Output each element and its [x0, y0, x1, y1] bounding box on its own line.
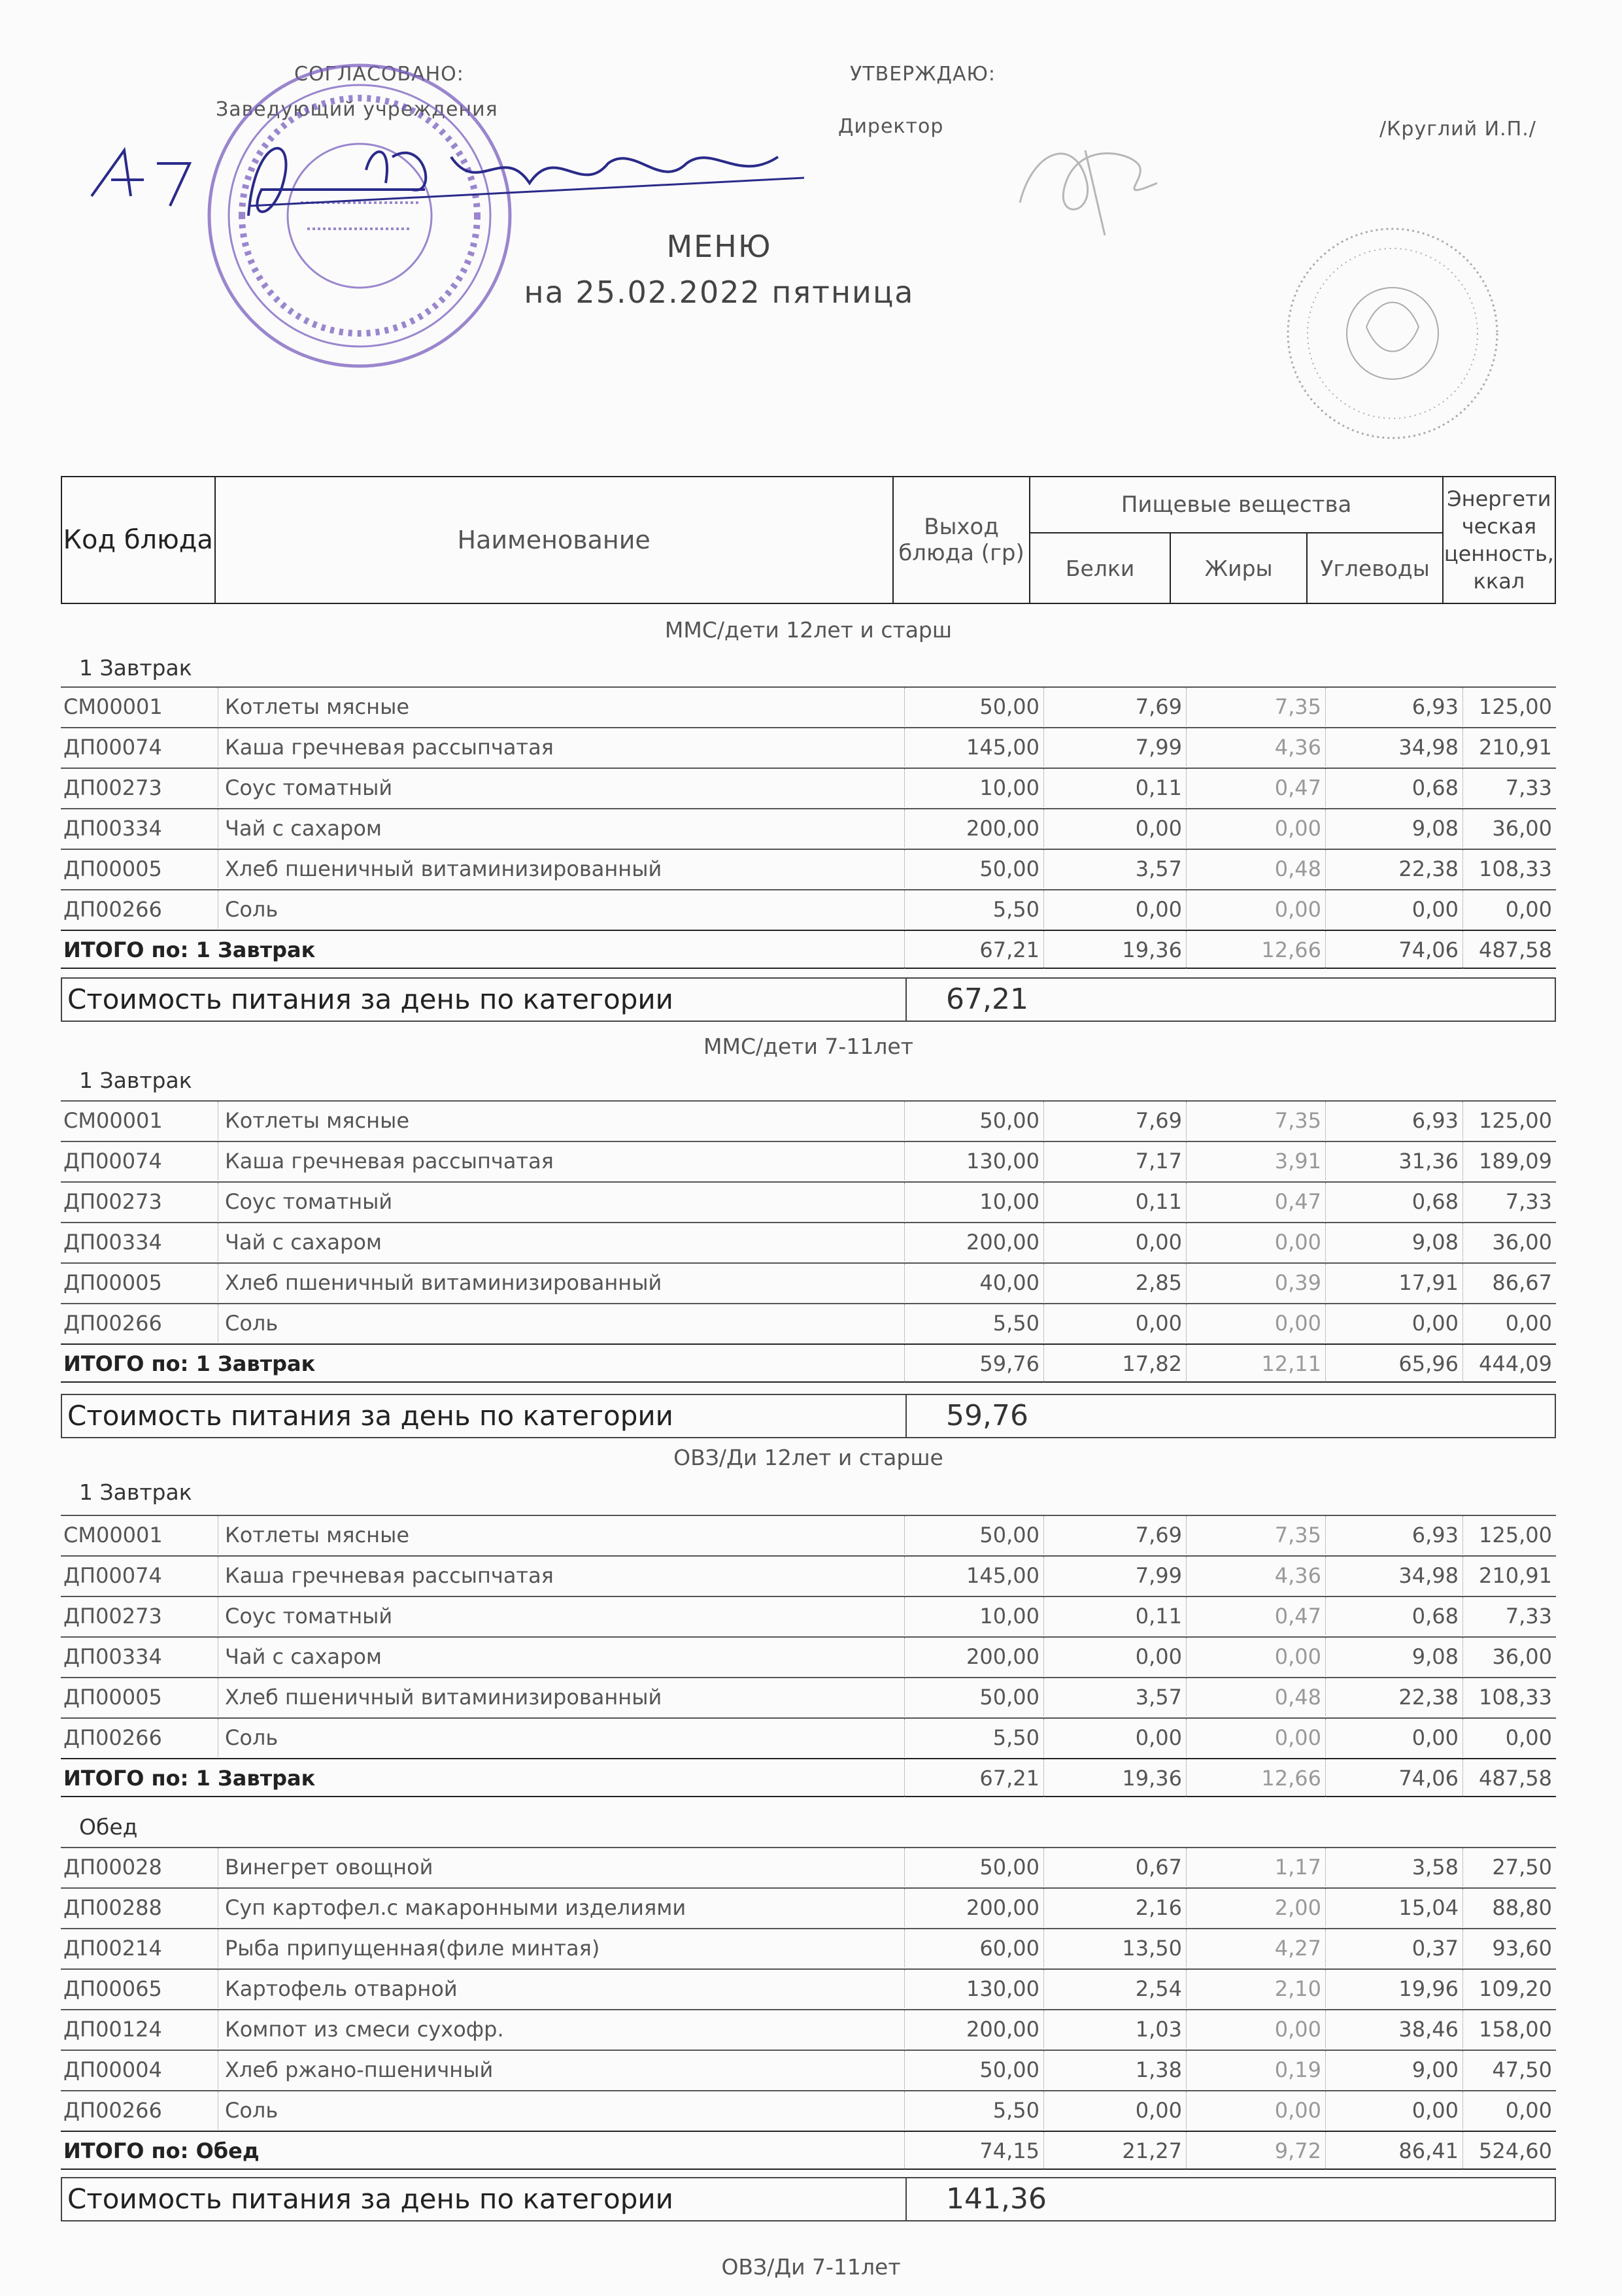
- table-row: [61, 727, 1556, 766]
- dish-energy: 88,80: [1462, 1889, 1556, 1927]
- dish-yield: 200,00: [904, 1638, 1043, 1676]
- cost-value: 141,36: [905, 2178, 1047, 2220]
- dish-name: Каша гречневая рассыпчатая: [218, 728, 904, 766]
- table-row: [61, 1303, 1556, 1342]
- dish-carbs: 34,98: [1325, 728, 1462, 766]
- dish-yield: 5,50: [904, 2091, 1043, 2129]
- dish-energy: 0,00: [1462, 2091, 1556, 2129]
- dish-carbs: 31,36: [1325, 1142, 1462, 1180]
- dish-fat: 0,00: [1186, 1638, 1325, 1676]
- dish-fat: 0,00: [1186, 2091, 1325, 2129]
- dish-carbs: 0,00: [1325, 890, 1462, 928]
- dish-carbs: 0,37: [1325, 1929, 1462, 1967]
- header-nutrients: Пищевые вещества: [1030, 477, 1442, 533]
- agreed-role: Заведующий учреждения: [216, 98, 498, 121]
- dish-protein: 2,54: [1043, 1970, 1186, 2008]
- dish-carbs: 3,58: [1325, 1848, 1462, 1886]
- dish-yield: 50,00: [904, 1848, 1043, 1886]
- total-carbs: 65,96: [1325, 1345, 1462, 1383]
- table-row: [61, 1636, 1556, 1676]
- cost-row: [61, 2177, 1556, 2221]
- dish-fat: 4,36: [1186, 1557, 1325, 1595]
- dish-name: Соль: [218, 890, 904, 928]
- dish-yield: 200,00: [904, 2010, 1043, 2048]
- total-fat: 12,66: [1186, 931, 1325, 969]
- dish-yield: 60,00: [904, 1929, 1043, 1967]
- meal-title: 1 Завтрак: [79, 655, 192, 681]
- dish-carbs: 0,00: [1325, 2091, 1462, 2129]
- dish-carbs: 34,98: [1325, 1557, 1462, 1595]
- table-row: [61, 889, 1556, 928]
- table-header: [61, 476, 1556, 604]
- table-row: [61, 1928, 1556, 1967]
- dish-yield: 200,00: [904, 809, 1043, 847]
- dish-yield: 50,00: [904, 688, 1043, 726]
- cost-label: Стоимость питания за день по категории: [67, 2183, 673, 2215]
- dish-yield: 50,00: [904, 2051, 1043, 2089]
- dish-protein: 0,00: [1043, 1304, 1186, 1342]
- total-yield: 74,15: [904, 2132, 1043, 2170]
- dish-protein: 0,00: [1043, 809, 1186, 847]
- dish-code: ДП00004: [63, 2057, 162, 2082]
- group-section: [61, 1023, 1556, 1455]
- meal-title: Обед: [79, 1814, 138, 1840]
- dish-name: Картофель отварной: [218, 1970, 904, 2008]
- dish-fat: 0,00: [1186, 1719, 1325, 1757]
- total-label: ИТОГО по: Обед: [63, 2138, 260, 2163]
- dish-protein: 0,11: [1043, 769, 1186, 807]
- dish-energy: 7,33: [1462, 1597, 1556, 1635]
- dish-yield: 145,00: [904, 728, 1043, 766]
- total-carbs: 74,06: [1325, 1759, 1462, 1797]
- dish-code: ДП00005: [63, 856, 162, 881]
- dish-yield: 200,00: [904, 1889, 1043, 1927]
- footer-title: ОВЗ/Ди 7-11лет: [721, 2254, 901, 2280]
- dish-code: ДП00005: [63, 1270, 162, 1295]
- dish-code: ДП00214: [63, 1936, 162, 1961]
- cost-label: Стоимость питания за день по категории: [67, 983, 673, 1015]
- dish-carbs: 6,93: [1325, 688, 1462, 726]
- dish-name: Чай с сахаром: [218, 1223, 904, 1261]
- table-row: [61, 1100, 1556, 1140]
- dish-energy: 158,00: [1462, 2010, 1556, 2048]
- dish-fat: 2,00: [1186, 1889, 1325, 1927]
- dish-name: Соль: [218, 1719, 904, 1757]
- dish-name: Соль: [218, 2091, 904, 2129]
- dish-code: СМ00001: [63, 1108, 163, 1133]
- cost-row: [61, 1394, 1556, 1438]
- dish-name: Каша гречневая рассыпчатая: [218, 1142, 904, 1180]
- header-protein: Белки: [1030, 533, 1170, 603]
- total-yield: 59,76: [904, 1345, 1043, 1383]
- table-row: [61, 1222, 1556, 1261]
- total-energy: 487,58: [1462, 931, 1556, 969]
- dish-carbs: 22,38: [1325, 1678, 1462, 1716]
- director-name: /Круглий И.П./: [1379, 118, 1536, 141]
- dish-code: ДП00334: [63, 1230, 162, 1255]
- approve-role: Директор: [838, 115, 944, 138]
- dish-fat: 1,17: [1186, 1848, 1325, 1886]
- page-title: МЕНЮ: [666, 229, 772, 264]
- dish-carbs: 9,08: [1325, 1223, 1462, 1261]
- dish-energy: 109,20: [1462, 1970, 1556, 2008]
- dish-yield: 145,00: [904, 1557, 1043, 1595]
- dish-protein: 0,11: [1043, 1597, 1186, 1635]
- total-row: [61, 2131, 1556, 2170]
- dish-fat: 0,19: [1186, 2051, 1325, 2089]
- total-fat: 12,11: [1186, 1345, 1325, 1383]
- dish-carbs: 17,91: [1325, 1264, 1462, 1302]
- dish-protein: 0,00: [1043, 2091, 1186, 2129]
- dish-carbs: 6,93: [1325, 1102, 1462, 1140]
- total-energy: 524,60: [1462, 2132, 1556, 2170]
- header-carbs: Углеводы: [1307, 533, 1442, 603]
- dish-code: ДП00074: [63, 735, 162, 760]
- total-protein: 19,36: [1043, 931, 1186, 969]
- dish-energy: 108,33: [1462, 1678, 1556, 1716]
- dish-fat: 0,48: [1186, 1678, 1325, 1716]
- dish-name: Хлеб ржано-пшеничный: [218, 2051, 904, 2089]
- table-row: [61, 2090, 1556, 2129]
- table-row: [61, 1555, 1556, 1595]
- dish-fat: 7,35: [1186, 1102, 1325, 1140]
- dish-code: ДП00266: [63, 1725, 162, 1750]
- dish-fat: 0,00: [1186, 2010, 1325, 2048]
- header-name: Наименование: [215, 477, 893, 603]
- total-row: [61, 1758, 1556, 1797]
- dish-protein: 3,57: [1043, 1678, 1186, 1716]
- dish-energy: 93,60: [1462, 1929, 1556, 1967]
- cost-label: Стоимость питания за день по категории: [67, 1400, 673, 1432]
- dish-yield: 5,50: [904, 890, 1043, 928]
- dish-fat: 0,00: [1186, 890, 1325, 928]
- dish-code: ДП00028: [63, 1855, 162, 1880]
- cost-value: 67,21: [905, 979, 1028, 1021]
- dish-yield: 50,00: [904, 1678, 1043, 1716]
- agreed-label: СОГЛАСОВАНО:: [294, 63, 464, 86]
- header-fat: Жиры: [1170, 533, 1308, 603]
- meal-title: 1 Завтрак: [79, 1479, 192, 1505]
- dish-carbs: 9,08: [1325, 1638, 1462, 1676]
- dish-protein: 7,69: [1043, 1516, 1186, 1554]
- dish-yield: 40,00: [904, 1264, 1043, 1302]
- dish-code: ДП00266: [63, 1311, 162, 1336]
- table-row: [61, 849, 1556, 888]
- dish-energy: 47,50: [1462, 2051, 1556, 2089]
- dish-code: ДП00074: [63, 1149, 162, 1173]
- dish-code: СМ00001: [63, 1523, 163, 1547]
- dish-yield: 200,00: [904, 1223, 1043, 1261]
- table-row: [61, 1515, 1556, 1554]
- dish-code: ДП00288: [63, 1895, 162, 1920]
- approve-label: УТВЕРЖДАЮ:: [850, 63, 996, 86]
- dish-protein: 2,16: [1043, 1889, 1186, 1927]
- dish-protein: 0,00: [1043, 890, 1186, 928]
- dish-name: Винегрет овощной: [218, 1848, 904, 1886]
- table-row: [61, 1677, 1556, 1716]
- total-yield: 67,21: [904, 1759, 1043, 1797]
- dish-energy: 189,09: [1462, 1142, 1556, 1180]
- table-row: [61, 1262, 1556, 1302]
- dish-energy: 86,67: [1462, 1264, 1556, 1302]
- dish-code: ДП00124: [63, 2017, 162, 2042]
- group-section: [61, 608, 1556, 1039]
- dish-name: Каша гречневая рассыпчатая: [218, 1557, 904, 1595]
- dish-code: СМ00001: [63, 694, 163, 719]
- dish-yield: 130,00: [904, 1142, 1043, 1180]
- dish-protein: 0,00: [1043, 1719, 1186, 1757]
- group-section: [61, 1435, 1556, 2239]
- header-yield: Выход блюда (гр): [893, 477, 1030, 603]
- dish-code: ДП00005: [63, 1685, 162, 1710]
- dish-code: ДП00273: [63, 1604, 162, 1629]
- total-protein: 19,36: [1043, 1759, 1186, 1797]
- dish-protein: 7,99: [1043, 728, 1186, 766]
- dish-name: Котлеты мясные: [218, 1516, 904, 1554]
- dish-fat: 4,27: [1186, 1929, 1325, 1967]
- dish-yield: 10,00: [904, 1597, 1043, 1635]
- table-row: [61, 686, 1556, 726]
- dish-protein: 1,38: [1043, 2051, 1186, 2089]
- group-title: ММС/дети 7-11лет: [703, 1034, 913, 1059]
- dish-name: Суп картофел.с макаронными изделиями: [218, 1889, 904, 1927]
- dish-protein: 7,17: [1043, 1142, 1186, 1180]
- dish-protein: 0,00: [1043, 1223, 1186, 1261]
- dish-name: Чай с сахаром: [218, 1638, 904, 1676]
- dish-energy: 210,91: [1462, 1557, 1556, 1595]
- table-row: [61, 1181, 1556, 1221]
- dish-name: Хлеб пшеничный витаминизированный: [218, 1264, 904, 1302]
- dish-yield: 10,00: [904, 1183, 1043, 1221]
- total-yield: 67,21: [904, 931, 1043, 969]
- dish-carbs: 9,00: [1325, 2051, 1462, 2089]
- dish-fat: 7,35: [1186, 1516, 1325, 1554]
- dish-code: ДП00273: [63, 775, 162, 800]
- group-title: ММС/дети 12лет и старш: [664, 617, 953, 643]
- dish-name: Котлеты мясные: [218, 688, 904, 726]
- dish-name: Рыба припущенная(филе минтая): [218, 1929, 904, 1967]
- table-row: [61, 1717, 1556, 1757]
- dish-energy: 125,00: [1462, 688, 1556, 726]
- dish-fat: 0,00: [1186, 1223, 1325, 1261]
- dish-code: ДП00266: [63, 897, 162, 922]
- total-label: ИТОГО по: 1 Завтрак: [63, 1351, 316, 1376]
- dish-fat: 0,39: [1186, 1264, 1325, 1302]
- dish-energy: 0,00: [1462, 1304, 1556, 1342]
- dish-code: ДП00334: [63, 816, 162, 841]
- dish-fat: 3,91: [1186, 1142, 1325, 1180]
- dish-code: ДП00065: [63, 1976, 162, 2001]
- dish-energy: 36,00: [1462, 1638, 1556, 1676]
- dish-protein: 13,50: [1043, 1929, 1186, 1967]
- dish-carbs: 38,46: [1325, 2010, 1462, 2048]
- dish-name: Соль: [218, 1304, 904, 1342]
- dish-energy: 27,50: [1462, 1848, 1556, 1886]
- dish-energy: 7,33: [1462, 769, 1556, 807]
- dish-energy: 0,00: [1462, 890, 1556, 928]
- table-row: [61, 1847, 1556, 1886]
- left-signature-icon: [85, 118, 804, 235]
- dish-yield: 50,00: [904, 1102, 1043, 1140]
- dish-protein: 7,69: [1043, 1102, 1186, 1140]
- table-row: [61, 1141, 1556, 1180]
- dish-energy: 210,91: [1462, 728, 1556, 766]
- dish-name: Котлеты мясные: [218, 1102, 904, 1140]
- total-label: ИТОГО по: 1 Завтрак: [63, 937, 316, 962]
- dish-protein: 7,69: [1043, 688, 1186, 726]
- dish-yield: 130,00: [904, 1970, 1043, 2008]
- table-row: [61, 808, 1556, 847]
- total-label: ИТОГО по: 1 Завтрак: [63, 1766, 316, 1791]
- cost-value: 59,76: [905, 1395, 1028, 1437]
- dish-energy: 108,33: [1462, 850, 1556, 888]
- dish-carbs: 0,68: [1325, 1597, 1462, 1635]
- dish-carbs: 19,96: [1325, 1970, 1462, 2008]
- dish-name: Чай с сахаром: [218, 809, 904, 847]
- dish-fat: 2,10: [1186, 1970, 1325, 2008]
- table-row: [61, 1596, 1556, 1635]
- dish-name: Соус томатный: [218, 1597, 904, 1635]
- dish-name: Соус томатный: [218, 1183, 904, 1221]
- total-fat: 12,66: [1186, 1759, 1325, 1797]
- dish-code: ДП00334: [63, 1644, 162, 1669]
- total-protein: 17,82: [1043, 1345, 1186, 1383]
- dish-protein: 3,57: [1043, 850, 1186, 888]
- dish-name: Хлеб пшеничный витаминизированный: [218, 1678, 904, 1716]
- header-code: Код блюда: [61, 477, 215, 603]
- dish-carbs: 0,68: [1325, 1183, 1462, 1221]
- dish-carbs: 0,00: [1325, 1304, 1462, 1342]
- dish-protein: 2,85: [1043, 1264, 1186, 1302]
- total-carbs: 74,06: [1325, 931, 1462, 969]
- dish-protein: 7,99: [1043, 1557, 1186, 1595]
- table-row: [61, 1887, 1556, 1927]
- dish-yield: 10,00: [904, 769, 1043, 807]
- dish-name: Компот из смеси сухофр.: [218, 2010, 904, 2048]
- dish-protein: 0,67: [1043, 1848, 1186, 1886]
- dish-carbs: 9,08: [1325, 809, 1462, 847]
- dish-name: Хлеб пшеничный витаминизированный: [218, 850, 904, 888]
- total-row: [61, 1343, 1556, 1383]
- dish-fat: 0,47: [1186, 1597, 1325, 1635]
- dish-protein: 1,03: [1043, 2010, 1186, 2048]
- table-row: [61, 2009, 1556, 2048]
- dish-fat: 0,47: [1186, 769, 1325, 807]
- total-energy: 444,09: [1462, 1345, 1556, 1383]
- dish-energy: 125,00: [1462, 1516, 1556, 1554]
- total-protein: 21,27: [1043, 2132, 1186, 2170]
- dish-carbs: 15,04: [1325, 1889, 1462, 1927]
- right-signature-icon: [1007, 124, 1190, 242]
- dish-code: ДП00266: [63, 2098, 162, 2123]
- dish-yield: 50,00: [904, 1516, 1043, 1554]
- dish-carbs: 6,93: [1325, 1516, 1462, 1554]
- table-row: [61, 2050, 1556, 2089]
- dish-carbs: 0,00: [1325, 1719, 1462, 1757]
- dish-energy: 125,00: [1462, 1102, 1556, 1140]
- dish-fat: 7,35: [1186, 688, 1325, 726]
- dish-name: Соус томатный: [218, 769, 904, 807]
- dish-fat: 4,36: [1186, 728, 1325, 766]
- dish-fat: 0,00: [1186, 1304, 1325, 1342]
- cost-row: [61, 977, 1556, 1022]
- total-carbs: 86,41: [1325, 2132, 1462, 2170]
- dish-code: ДП00074: [63, 1563, 162, 1588]
- total-energy: 487,58: [1462, 1759, 1556, 1797]
- dish-code: ДП00273: [63, 1189, 162, 1214]
- dish-fat: 0,47: [1186, 1183, 1325, 1221]
- date-line: на 25.02.2022 пятница: [524, 275, 915, 310]
- header-energy: Энергети ческая ценность, ккал: [1443, 477, 1555, 603]
- dish-fat: 0,48: [1186, 850, 1325, 888]
- dish-protein: 0,00: [1043, 1638, 1186, 1676]
- dish-yield: 50,00: [904, 850, 1043, 888]
- dish-carbs: 0,68: [1325, 769, 1462, 807]
- total-fat: 9,72: [1186, 2132, 1325, 2170]
- group-title: ОВЗ/Ди 12лет и старше: [673, 1445, 943, 1470]
- total-row: [61, 930, 1556, 969]
- dish-protein: 0,11: [1043, 1183, 1186, 1221]
- dish-yield: 5,50: [904, 1719, 1043, 1757]
- dish-energy: 36,00: [1462, 1223, 1556, 1261]
- table-row: [61, 1968, 1556, 2008]
- dish-energy: 36,00: [1462, 809, 1556, 847]
- table-row: [61, 768, 1556, 807]
- dish-energy: 7,33: [1462, 1183, 1556, 1221]
- dish-carbs: 22,38: [1325, 850, 1462, 888]
- dish-fat: 0,00: [1186, 809, 1325, 847]
- dish-energy: 0,00: [1462, 1719, 1556, 1757]
- meal-title: 1 Завтрак: [79, 1068, 192, 1093]
- dish-yield: 5,50: [904, 1304, 1043, 1342]
